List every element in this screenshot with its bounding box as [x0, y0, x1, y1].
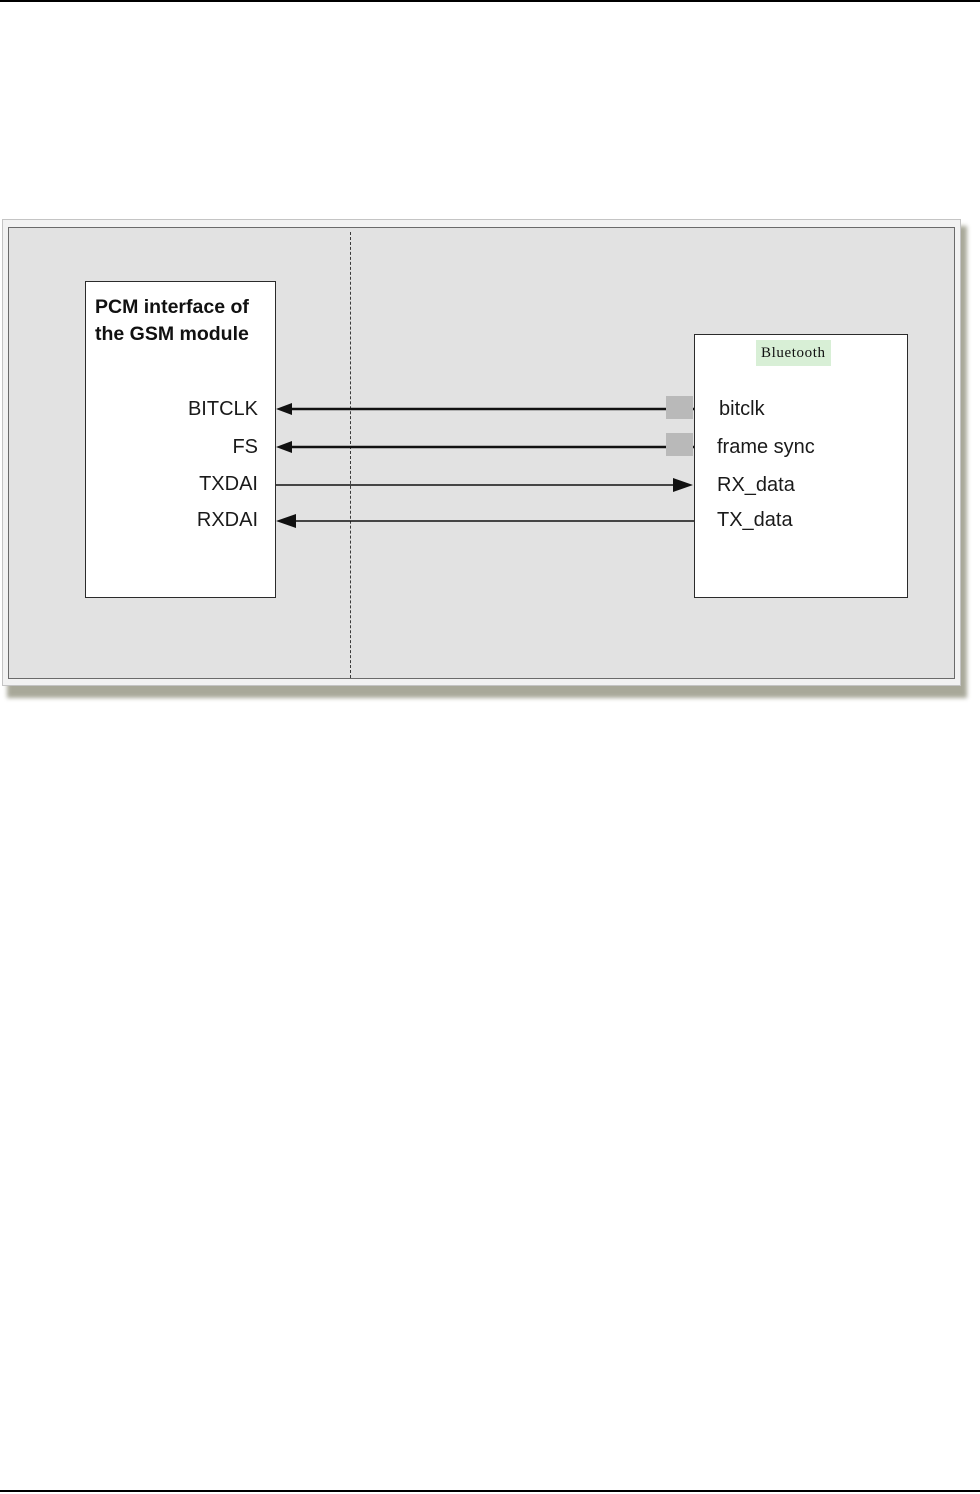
gsm-pin-rxdai: RXDAI	[196, 509, 258, 531]
bt-pin-tx-data: TX_data	[717, 509, 793, 531]
bitclk-connector-stub	[666, 396, 693, 419]
bt-pin-bitclk: bitclk	[719, 398, 765, 420]
signal-bitclk	[276, 403, 694, 415]
diagram-canvas	[8, 227, 955, 679]
signal-txdai-to-rx-data	[276, 478, 693, 492]
signal-frame-sync	[276, 441, 694, 453]
gsm-module-title: PCM interface of the GSM module	[95, 296, 249, 345]
pcm-connection-figure	[2, 219, 961, 686]
gsm-pin-fs: FS	[232, 436, 258, 458]
frame-sync-connector-stub	[666, 433, 693, 456]
signal-tx-data-to-rxdai	[276, 514, 694, 528]
gsm-pin-txdai: TXDAI	[199, 473, 258, 495]
gsm-module-block	[85, 281, 276, 598]
bt-pin-rx-data: RX_data	[717, 474, 795, 496]
gsm-pin-bitclk: BITCLK	[187, 398, 258, 420]
page-top-rule	[0, 0, 980, 2]
bluetooth-title: Bluetooth	[756, 340, 831, 366]
bt-pin-frame-sync: frame sync	[717, 436, 815, 458]
bluetooth-block	[694, 334, 908, 598]
page-bottom-rule	[0, 1490, 980, 1492]
